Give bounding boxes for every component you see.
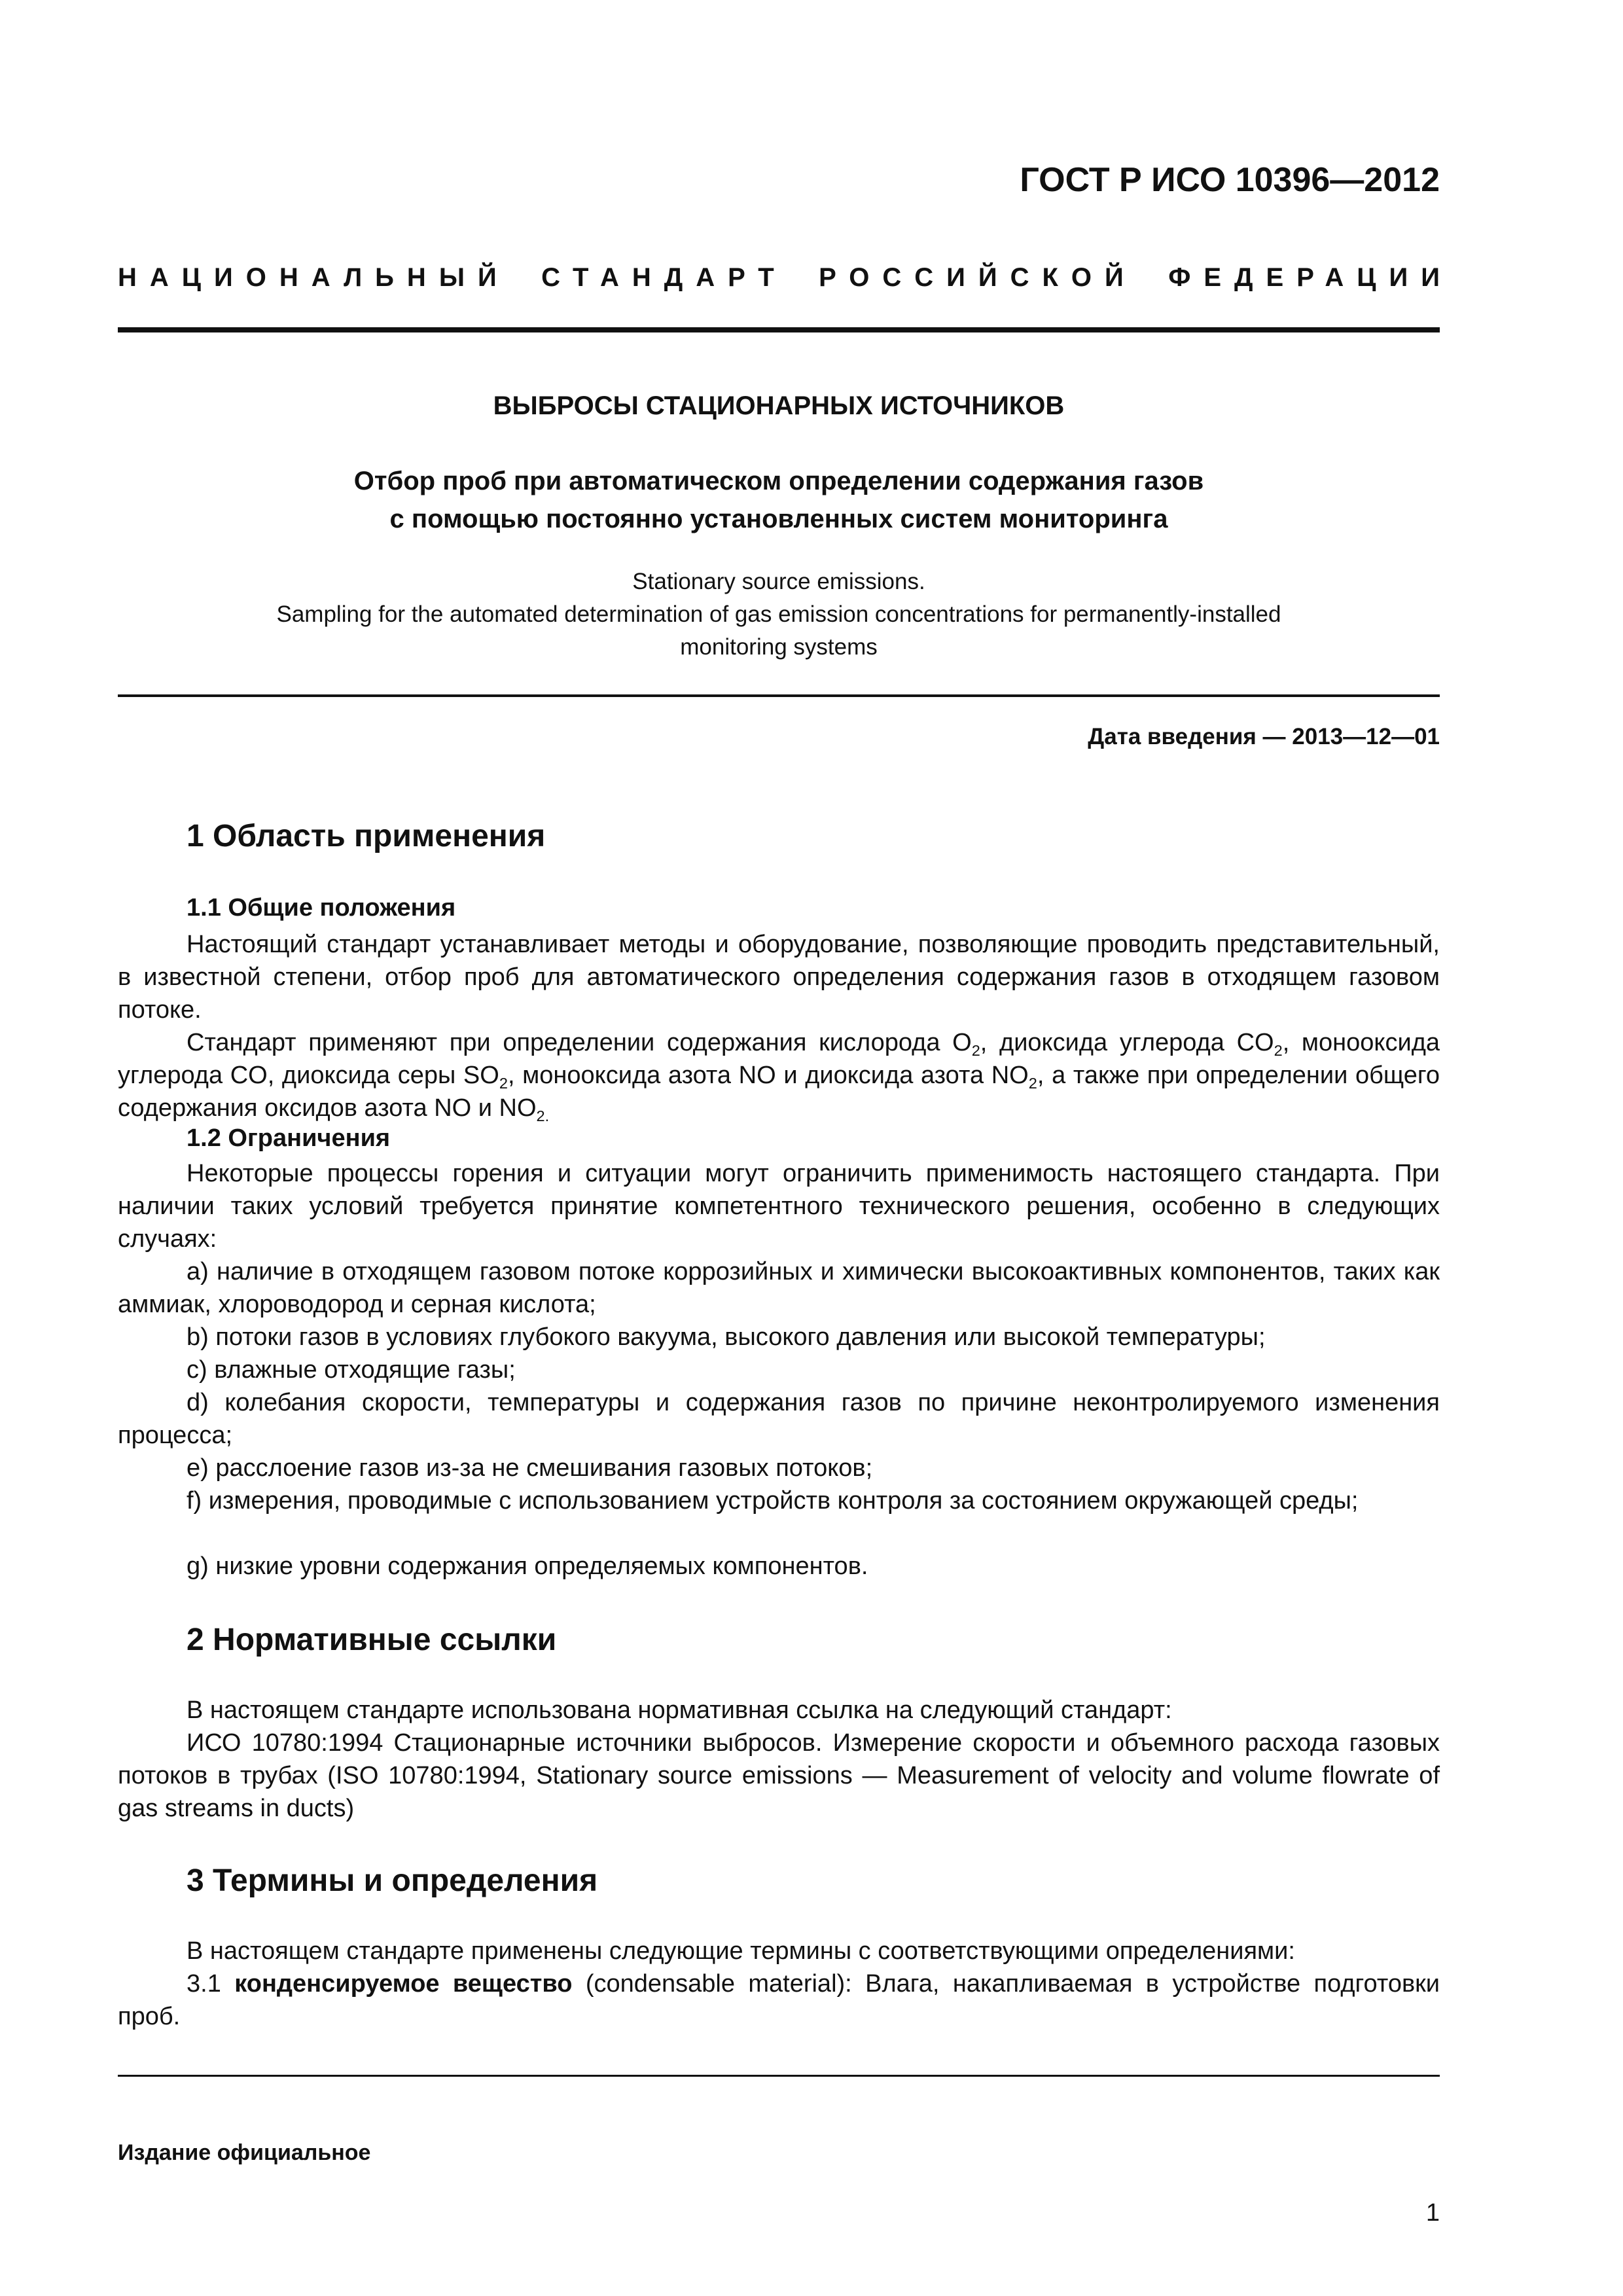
section-heading: 3 Термины и определения — [187, 1863, 598, 1898]
subscript: 2 — [1274, 1042, 1283, 1060]
list-item: d) колебания скорости, температуры и содержания газов по причине неконтролируемого изменения процесса; — [118, 1389, 1440, 1449]
standard-code: ГОСТ Р ИСО 10396—2012 — [1020, 161, 1440, 199]
english-title — [118, 565, 1440, 664]
subscript: 2 — [971, 1042, 980, 1060]
date-of-introduction: Дата введения — 2013—12—01 — [1088, 724, 1440, 749]
subsection-heading: 1.2 Ограничения — [187, 1124, 391, 1152]
section-heading: 2 Нормативные ссылки — [187, 1623, 557, 1657]
document-title: ВЫБРОСЫ СТАЦИОНАРНЫХ ИСТОЧНИКОВ — [493, 391, 1065, 420]
national-standard-banner — [118, 263, 1453, 293]
subsection-heading: 1.1 Общие положения — [187, 894, 456, 922]
term-number: 3.1 — [187, 1970, 221, 1998]
subtitle-line: с помощью постоянно установленных систем мониторинга — [389, 505, 1168, 533]
english-title-line: Stationary source emissions. — [632, 569, 925, 594]
text-run: Стандарт применяют при определении содержания кислорода O — [187, 1029, 972, 1056]
paragraph-gases — [118, 1026, 1440, 1124]
banner-word: РОССИЙСКОЙ — [819, 263, 1137, 292]
title-divider — [118, 694, 1440, 697]
subscript: 2. — [536, 1107, 550, 1125]
text-run: , а также при определении общего содержания оксидов азота NO и NO — [118, 1062, 1440, 1122]
list-item: c) влажные отходящие газы; — [187, 1356, 516, 1384]
section-heading: 1 Область применения — [187, 819, 546, 853]
subscript: 2 — [499, 1075, 508, 1092]
paragraph: В настоящем стандарте применены следующие термины с соответствующими определениями: — [187, 1937, 1295, 1965]
banner-word: СТАНДАРТ — [541, 263, 787, 292]
document-subtitle — [118, 462, 1440, 538]
subtitle-line: Отбор проб при автоматическом определении содержания газов — [353, 467, 1204, 495]
text-run: , монооксида азота NO и диоксида азота NO — [507, 1062, 1029, 1089]
list-item: e) расслоение газов из-за не смешивания газовых потоков; — [187, 1454, 873, 1482]
english-title-line: Sampling for the automated determination of gas emission concentrations for permanently-installed — [276, 601, 1281, 627]
paragraph: В настоящем стандарте использована нормативная ссылка на следующий стандарт: — [187, 1696, 1172, 1724]
paragraph: Некоторые процессы горения и ситуации могут ограничить применимость настоящего стандарта. При наличии таких условий требуется принятие компетентного технического решения, особенно в следующих случаях: — [118, 1160, 1440, 1253]
english-title-line: monitoring systems — [680, 634, 878, 660]
header-divider — [118, 327, 1440, 332]
reference-entry: ИСО 10780:1994 Стационарные источники выбросов. Измерение скорости и объемного расхода газовых потоков в трубах (ISO 10780:1994, Stationary source emissions — Measurement of velocity and volume flowrate of gas streams in ducts) — [118, 1729, 1440, 1822]
list-item: f) измерения, проводимые с использованием устройств контроля за состоянием окружающей среды; — [187, 1487, 1359, 1515]
banner-word: НАЦИОНАЛЬНЫЙ — [118, 263, 510, 292]
term-name: конденсируемое вещество — [234, 1970, 573, 1998]
footer-divider — [118, 2075, 1440, 2077]
list-item: g) низкие уровни содержания определяемых компонентов. — [187, 1552, 868, 1580]
edition-label: Издание официальное — [118, 2140, 371, 2165]
subscript: 2 — [1028, 1075, 1037, 1092]
paragraph: Настоящий стандарт устанавливает методы и оборудование, позволяющие проводить представительный, в известной степени, отбор проб для автоматического определения содержания газов в отходящем газовом потоке. — [118, 931, 1440, 1024]
list-item: b) потоки газов в условиях глубокого вакуума, высокого давления или высокой температуры; — [187, 1323, 1266, 1351]
list-item: a) наличие в отходящем газовом потоке коррозийных и химически высокоактивных компонентов, таких как аммиак, хлороводород и серная кислота; — [118, 1258, 1440, 1318]
page-number: 1 — [1425, 2199, 1440, 2227]
term-definition — [118, 1967, 1440, 2033]
banner-word: ФЕДЕРАЦИИ — [1168, 263, 1453, 292]
text-run: , диоксида углерода CO — [980, 1029, 1274, 1056]
term-definition-text: (condensable material): Влага, накапливаемая в устройстве подготовки проб. — [118, 1970, 1440, 2030]
text-run: , монооксида углерода CO, диоксида серы SO — [118, 1029, 1440, 1089]
